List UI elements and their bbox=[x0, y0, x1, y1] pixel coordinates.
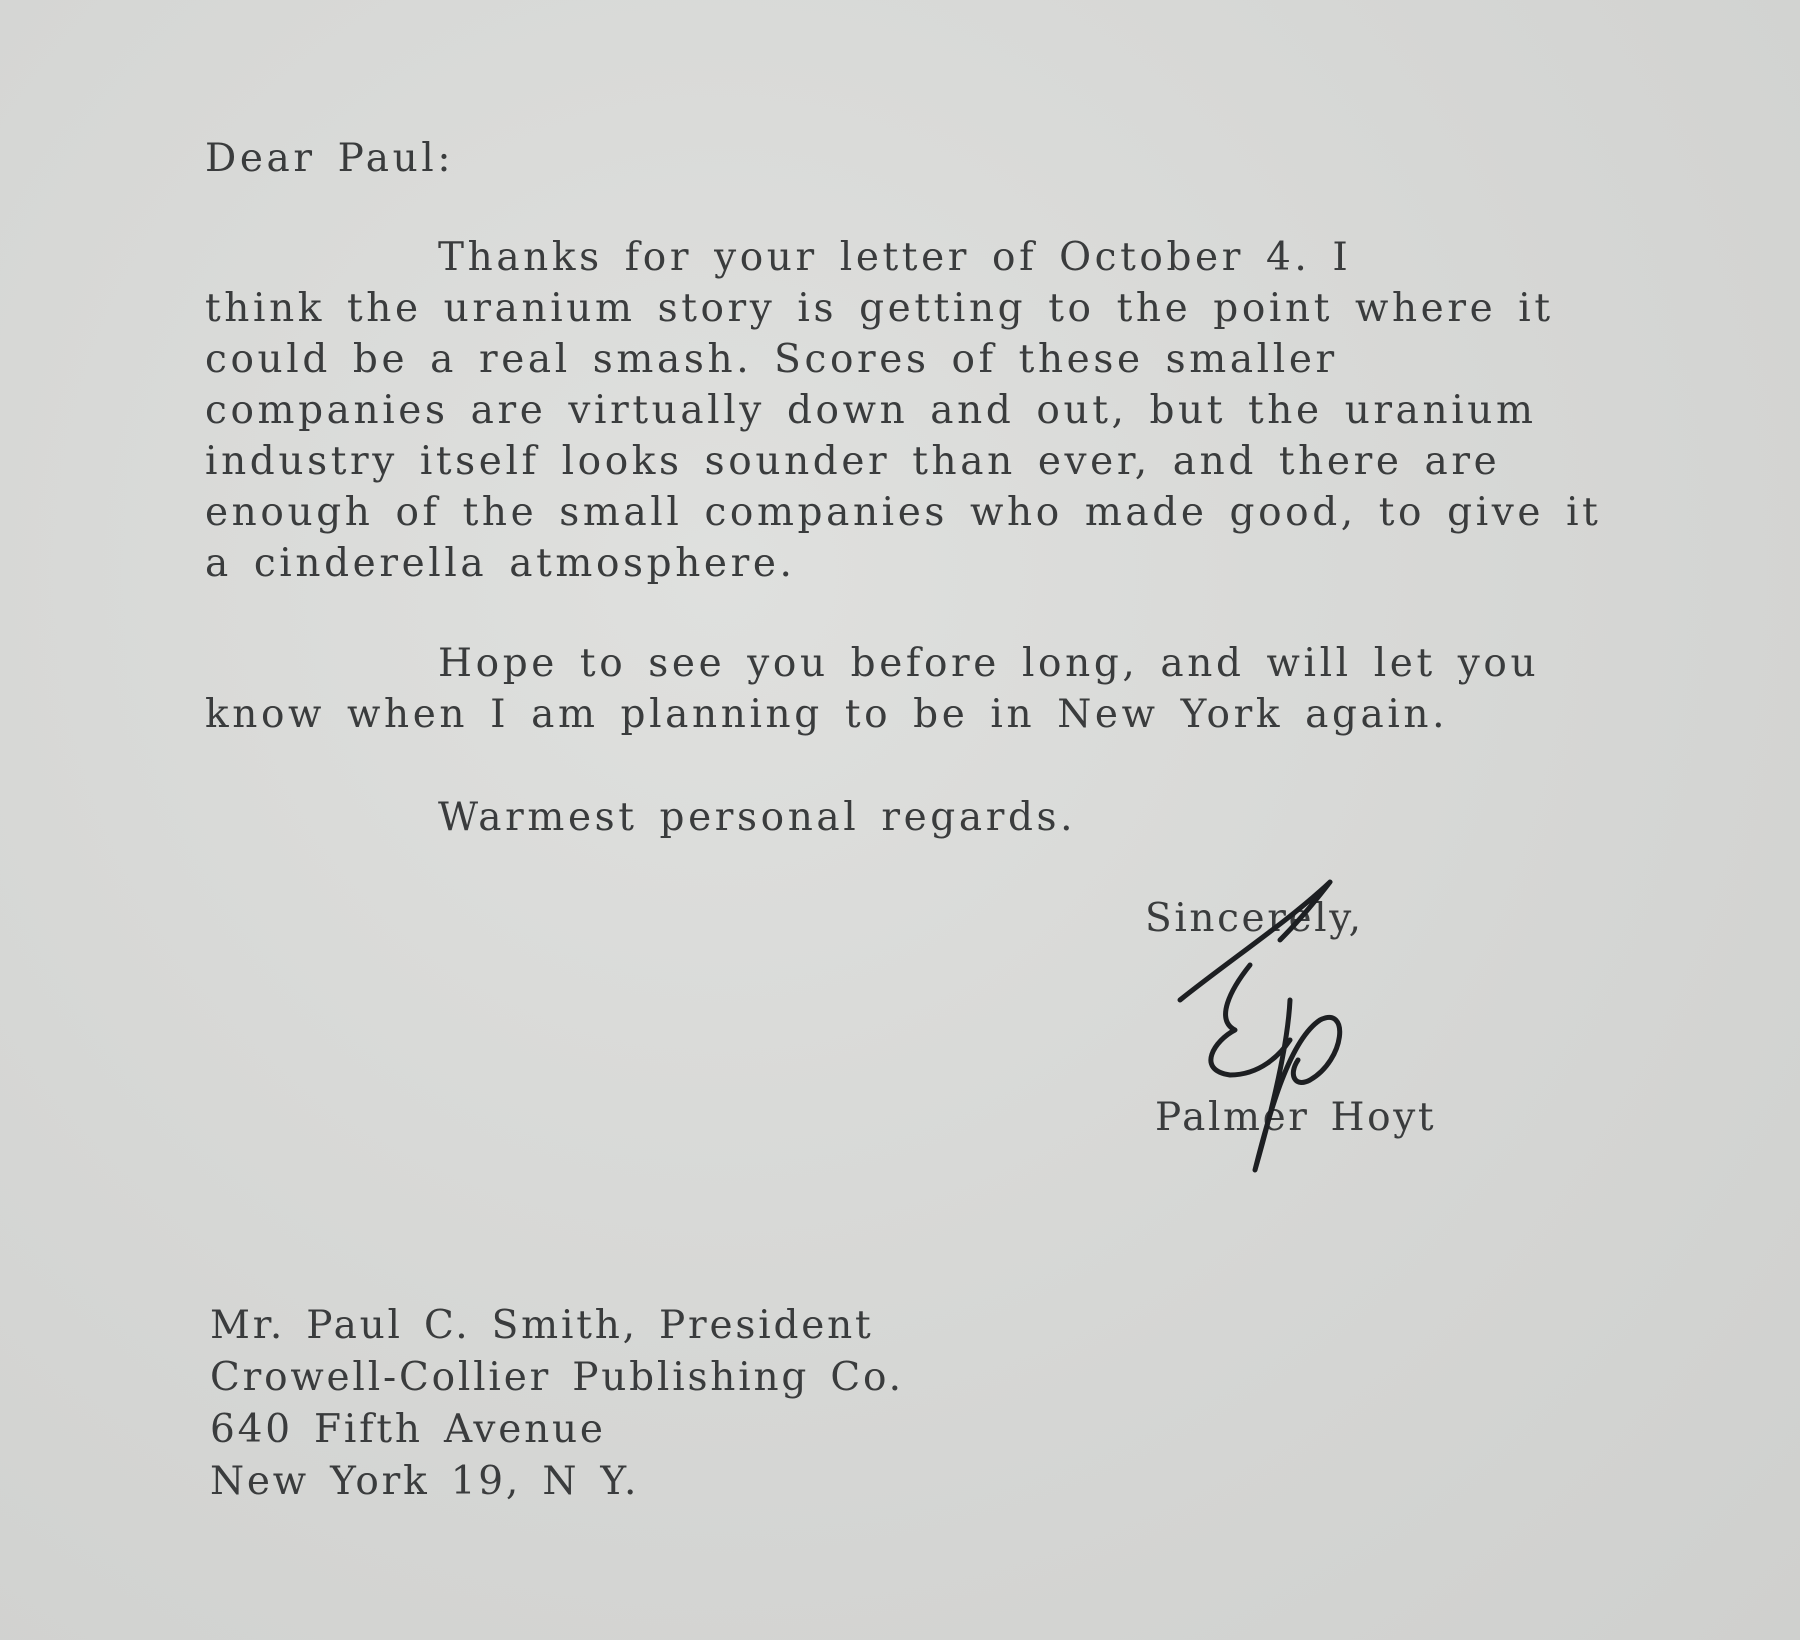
address-line: Crowell-Collier Publishing Co. bbox=[210, 1355, 904, 1400]
paragraph-line: Thanks for your letter of October 4. I bbox=[438, 235, 1352, 280]
body-paragraph-2 bbox=[205, 638, 1539, 740]
paragraph-line: industry itself looks sounder than ever, and there are bbox=[205, 439, 1501, 484]
paragraph-line: could be a real smash. Scores of these smaller bbox=[205, 337, 1338, 382]
handwritten-signature bbox=[1170, 870, 1370, 1180]
signer-name: Palmer Hoyt bbox=[1155, 1095, 1437, 1140]
salutation: Dear Paul: bbox=[205, 136, 455, 181]
paragraph-line: think the uranium story is getting to the point where it bbox=[205, 286, 1554, 331]
paragraph-line: Hope to see you before long, and will let you bbox=[438, 641, 1540, 686]
paragraph-line: enough of the small companies who made good, to give it bbox=[205, 490, 1602, 535]
address-line: 640 Fifth Avenue bbox=[210, 1407, 606, 1452]
recipient-address bbox=[210, 1300, 904, 1508]
paragraph-line: know when I am planning to be in New York again. bbox=[205, 692, 1449, 737]
paragraph-line: a cinderella atmosphere. bbox=[205, 541, 796, 586]
paragraph-line: companies are virtually down and out, but the uranium bbox=[205, 388, 1537, 433]
complimentary-close: Sincerely, bbox=[1145, 896, 1364, 941]
address-line: New York 19, N Y. bbox=[210, 1459, 640, 1504]
closing-line: Warmest personal regards. bbox=[438, 795, 1077, 840]
address-line: Mr. Paul C. Smith, President bbox=[210, 1303, 874, 1348]
body-paragraph-1 bbox=[205, 232, 1601, 589]
